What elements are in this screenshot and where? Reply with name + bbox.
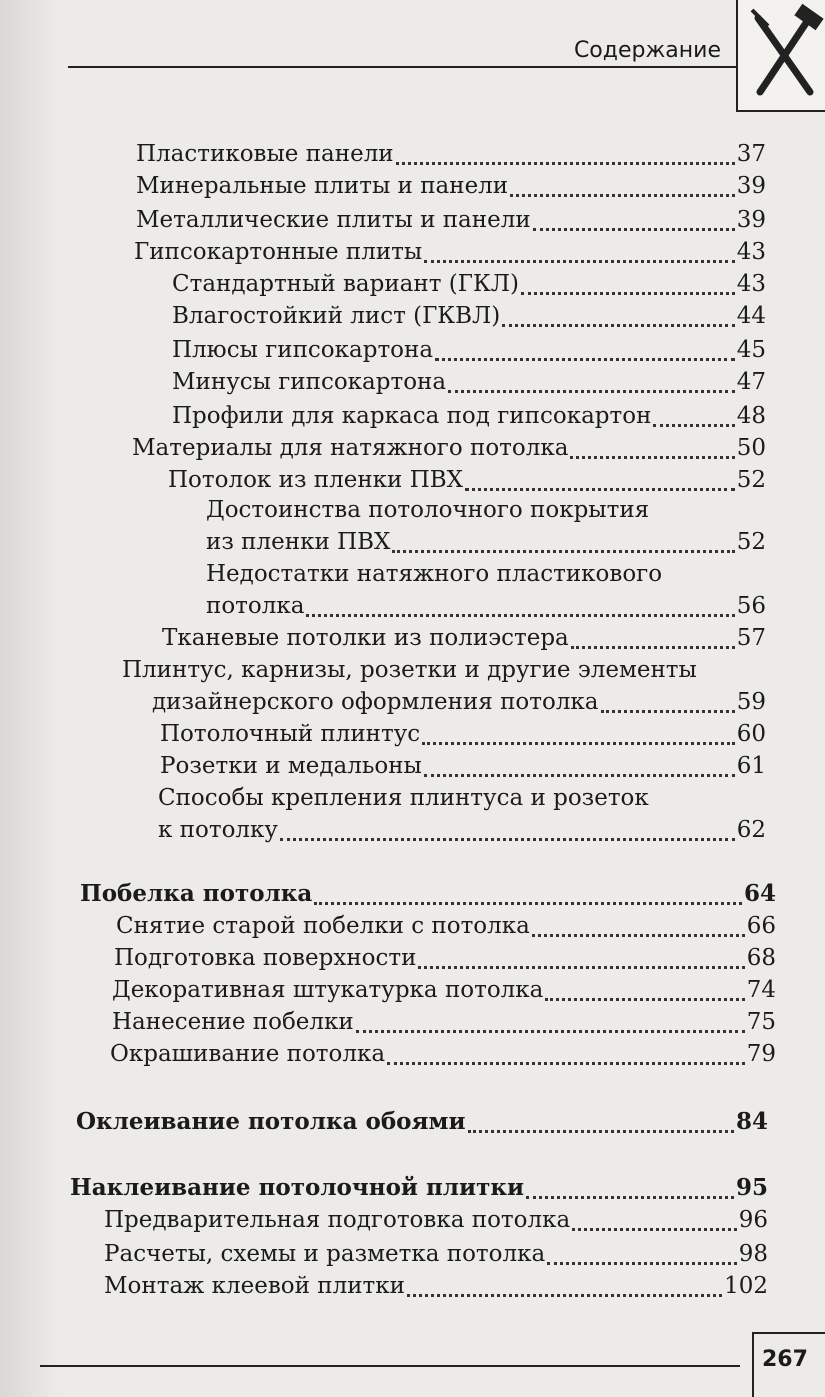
header-rule [68, 66, 740, 68]
toc-entry-page: 79 [746, 1041, 776, 1067]
dot-leader [570, 456, 734, 459]
toc-entry[interactable] [172, 400, 766, 432]
dot-leader [572, 1228, 737, 1231]
dot-leader [392, 550, 734, 553]
toc-chapter-page: 64 [743, 880, 776, 907]
toc-chapter-page: 95 [735, 1174, 768, 1201]
toc-entry-page: 57 [736, 625, 766, 651]
dot-leader [510, 194, 735, 197]
toc-entry-title-line1: Способы крепления плинтуса и розеток [158, 785, 649, 811]
toc-entry[interactable] [136, 138, 766, 170]
toc-entry-title-line1: Достоинства потолочного покрытия [206, 497, 650, 523]
dot-leader [547, 1262, 737, 1265]
dot-leader [418, 966, 744, 969]
toc-entry-title: Потолок из пленки ПВХ [168, 467, 464, 493]
toc-entry-page: 59 [736, 689, 766, 715]
toc-entry-title: Окрашивание потолка [110, 1041, 386, 1067]
toc-entry[interactable] [172, 334, 766, 366]
dot-leader [422, 742, 735, 745]
dot-leader [314, 902, 742, 905]
toc-entry-title: Снятие старой побелки с потолка [116, 913, 530, 939]
toc-entry-page: 52 [736, 467, 766, 493]
toc-entry-title-line1: Недостатки натяжного пластикового [206, 561, 663, 587]
toc-entry[interactable] [172, 366, 766, 398]
toc-entry-title: Пластиковые панели [136, 141, 394, 167]
dot-leader [407, 1294, 722, 1297]
toc-entry[interactable] [172, 268, 766, 300]
toc-entry-title: Металлические плиты и панели [136, 207, 531, 233]
toc-entry-page: 60 [736, 721, 766, 747]
toc-entry[interactable] [152, 686, 766, 718]
toc-entry-page: 44 [736, 303, 766, 329]
toc-entry[interactable] [136, 204, 766, 236]
toc-entry-page: 62 [736, 817, 766, 843]
toc-entry[interactable] [136, 170, 766, 202]
dot-leader [502, 324, 735, 327]
toc-entry-page: 75 [746, 1009, 776, 1035]
toc-entry-title: Подготовка поверхности [114, 945, 417, 971]
dot-leader [435, 358, 735, 361]
toc-entry[interactable] [112, 1006, 776, 1038]
footer-rule [40, 1365, 740, 1367]
toc-entry-title: Расчеты, схемы и разметка потолка [104, 1241, 546, 1267]
toc-entry-page: 48 [736, 403, 766, 429]
toc-entry-title: из пленки ПВХ [206, 529, 391, 555]
toc-entry-title: Плюсы гипсокартона [172, 337, 434, 363]
dot-leader [601, 710, 735, 713]
toc-entry-title: Декоративная штукатурка потолка [112, 977, 544, 1003]
toc-entry-page: 47 [736, 369, 766, 395]
toc-entry[interactable] [104, 1270, 768, 1302]
toc-entry-page: 39 [736, 207, 766, 233]
toc-entry[interactable] [160, 750, 766, 782]
toc-chapter[interactable] [70, 1172, 768, 1204]
toc-entry-page: 37 [736, 141, 766, 167]
toc-entry-page: 61 [736, 753, 766, 779]
dot-leader [396, 162, 735, 165]
toc-entry-title: Гипсокартонные плиты [134, 239, 423, 265]
toc-entry-title: Розетки и медальоны [160, 753, 422, 779]
toc-chapter[interactable] [76, 1106, 768, 1138]
toc-entry[interactable] [110, 1038, 776, 1070]
dot-leader [526, 1196, 734, 1199]
dot-leader [465, 488, 735, 491]
toc-entry[interactable] [132, 432, 766, 464]
dot-leader [306, 614, 734, 617]
toc-entry-page: 68 [746, 945, 776, 971]
toc-entry-page: 96 [738, 1207, 768, 1233]
toc-entry-title: Материалы для натяжного потолка [132, 435, 569, 461]
toc-entry-title: потолка [206, 593, 305, 619]
toc-entry-title: Минусы гипсокартона [172, 369, 447, 395]
toc-entry[interactable] [112, 974, 776, 1006]
dot-leader [356, 1030, 745, 1033]
toc-entry-title: Минеральные плиты и панели [136, 173, 509, 199]
toc-entry-title: Тканевые потолки из полиэстера [162, 625, 569, 651]
toc-entry[interactable] [206, 526, 766, 558]
dot-leader [545, 998, 744, 1001]
hammer-saw-tools-icon [736, 0, 825, 112]
toc-entry-title: Влагостойкий лист (ГКВЛ) [172, 303, 501, 329]
dot-leader [424, 774, 735, 777]
dot-leader [571, 646, 735, 649]
page-shadow [0, 0, 60, 1397]
toc-chapter-title: Наклеивание потолочной плитки [70, 1174, 525, 1201]
toc-entry-page: 45 [736, 337, 766, 363]
toc-entry[interactable] [134, 236, 766, 268]
toc-chapter[interactable] [80, 878, 776, 910]
toc-entry-page: 98 [738, 1241, 768, 1267]
toc-entry-title: Потолочный плинтус [160, 721, 421, 747]
toc-entry[interactable] [160, 718, 766, 750]
dot-leader [533, 228, 735, 231]
toc-entry[interactable] [158, 814, 766, 846]
dot-leader [653, 424, 734, 427]
toc-entry-page: 102 [724, 1273, 768, 1299]
toc-entry[interactable] [104, 1204, 768, 1236]
toc-entry-title: Монтаж клеевой плитки [104, 1273, 405, 1299]
toc-entry[interactable] [172, 300, 766, 332]
toc-entry-page: 50 [736, 435, 766, 461]
dot-leader [448, 390, 735, 393]
dot-leader [532, 934, 745, 937]
toc-entry-page: 66 [746, 913, 776, 939]
toc-entry-title: дизайнерского оформления потолка [152, 689, 599, 715]
toc-entry-title: к потолку [158, 817, 278, 843]
dot-leader [280, 838, 735, 841]
dot-leader [468, 1130, 734, 1133]
toc-entry-page: 74 [746, 977, 776, 1003]
toc-entry[interactable] [168, 464, 766, 496]
toc-entry-title: Профили для каркаса под гипсокартон [172, 403, 652, 429]
dot-leader [387, 1062, 745, 1065]
toc-entry-page: 52 [736, 529, 766, 555]
toc-entry-title: Стандартный вариант (ГКЛ) [172, 271, 519, 297]
toc-entry[interactable] [104, 1238, 768, 1270]
toc-entry[interactable] [114, 942, 776, 974]
page-number: 267 [762, 1347, 808, 1372]
toc-entry-title: Предварительная подготовка потолка [104, 1207, 571, 1233]
toc-entry-page: 39 [736, 173, 766, 199]
running-header-title: Содержание [573, 38, 721, 63]
toc-entry[interactable] [116, 910, 776, 942]
toc-entry-title-line1: Плинтус, карнизы, розетки и другие элементы [122, 657, 697, 683]
toc-chapter-page: 84 [735, 1108, 768, 1135]
toc-entry[interactable] [162, 622, 766, 654]
toc-entry-page: 56 [736, 593, 766, 619]
dot-leader [424, 260, 735, 263]
dot-leader [521, 292, 735, 295]
toc-entry-page: 43 [736, 271, 766, 297]
toc-chapter-title: Оклеивание потолка обоями [76, 1108, 466, 1135]
toc-entry-page: 43 [736, 239, 766, 265]
toc-chapter-title: Побелка потолка [80, 880, 313, 907]
toc-entry-title: Нанесение побелки [112, 1009, 354, 1035]
toc-entry[interactable] [206, 590, 766, 622]
